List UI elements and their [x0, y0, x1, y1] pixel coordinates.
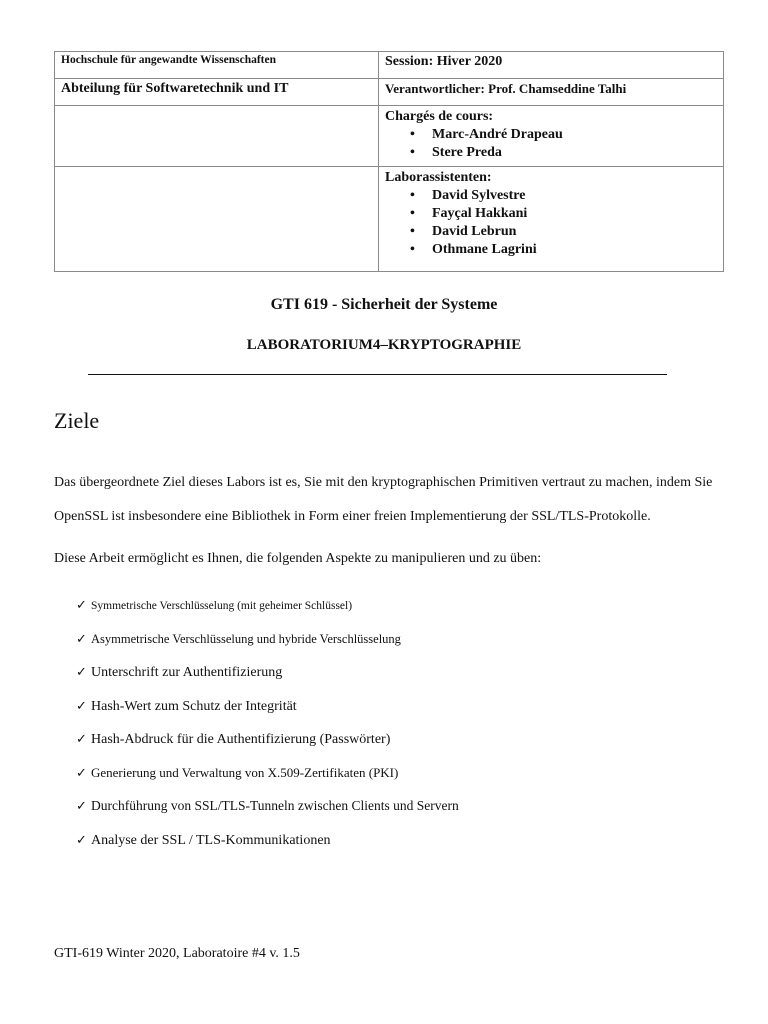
check-icon: ✓ — [76, 832, 87, 848]
page-footer: GTI-619 Winter 2020, Laboratoire #4 v. 1.5 — [54, 946, 300, 961]
responsible-label: Verantwortlicher: Prof. Chamseddine Talhi — [379, 79, 724, 106]
check-icon: ✓ — [76, 765, 87, 781]
lecturers-cell — [379, 106, 724, 167]
objective-text: Symmetrische Verschlüsselung (mit geheimer Schlüssel) — [91, 600, 353, 612]
lab-title: LABORATORIUM4–KRYPTOGRAPHIE — [246, 337, 522, 353]
objective-item — [76, 764, 459, 798]
objective-text: Unterschrift zur Authentifizierung — [91, 665, 283, 680]
course-title: GTI 619 - Sicherheit der Systeme — [270, 296, 498, 313]
check-icon: ✓ — [76, 665, 87, 680]
objective-item — [76, 663, 459, 697]
check-icon: ✓ — [76, 799, 87, 814]
lecturer-item: • Marc-André Drapeau — [432, 126, 717, 144]
objective-text: Durchführung von SSL/TLS-Tunneln zwischen Clients und Servern — [91, 798, 459, 813]
assistants-cell — [379, 167, 724, 272]
assistant-item: • David Sylvestre — [432, 187, 717, 205]
header-row — [55, 52, 724, 79]
objective-item — [76, 797, 459, 831]
objective-text: Hash-Wert zum Schutz der Integrität — [91, 698, 297, 714]
objective-item — [76, 596, 459, 630]
openssl-paragraph: OpenSSL ist insbesondere eine Bibliothek in Form einer freien Implementierung der SSL/TLS-Protokolle. — [54, 509, 651, 524]
objective-text: Hash-Abdruck für die Authentifizierung (Passwörter) — [91, 732, 391, 747]
header-row — [55, 106, 724, 167]
assistants-label: Laborassistenten: — [385, 170, 492, 185]
department-name: Abteilung für Softwaretechnik und IT — [55, 79, 379, 106]
intro-paragraph: Das übergeordnete Ziel dieses Labors ist es, Sie mit den kryptographischen Primitiven vertraut zu machen, indem Sie — [54, 475, 713, 490]
assistant-item: • Fayçal Hakkani — [432, 205, 717, 223]
header-row — [55, 167, 724, 272]
objective-text: Analyse der SSL / TLS-Kommunikationen — [91, 832, 331, 848]
objective-text: Asymmetrische Verschlüsselung und hybride Verschlüsselung — [91, 631, 401, 646]
objective-item — [76, 697, 459, 731]
assistant-item: • Othmane Lagrini — [432, 241, 717, 259]
section-heading: Ziele — [54, 408, 100, 433]
header-row — [55, 79, 724, 106]
check-icon: ✓ — [76, 732, 87, 747]
objectives-list — [76, 596, 459, 864]
empty-cell — [55, 106, 379, 167]
title-divider — [88, 374, 667, 375]
check-icon: ✓ — [76, 631, 87, 647]
session-label: Session: Hiver 2020 — [379, 52, 724, 79]
check-icon: ✓ — [76, 698, 87, 714]
assistants-list — [385, 187, 717, 259]
check-icon: ✓ — [76, 598, 87, 613]
empty-cell — [55, 167, 379, 272]
school-name: Hochschule für angewandte Wissenschaften — [55, 52, 379, 79]
objective-text: Generierung und Verwaltung von X.509-Zertifikaten (PKI) — [91, 764, 399, 780]
assistant-item: • David Lebrun — [432, 223, 717, 241]
objective-item — [76, 630, 459, 664]
lecturers-list — [385, 126, 717, 162]
aspects-intro: Diese Arbeit ermöglicht es Ihnen, die folgenden Aspekte zu manipulieren und zu üben: — [54, 551, 542, 566]
objective-item — [76, 831, 459, 865]
lecturer-item: • Stere Preda — [432, 144, 717, 162]
header-table — [54, 51, 724, 272]
objective-item — [76, 730, 459, 764]
lecturers-label: Chargés de cours: — [385, 109, 494, 124]
